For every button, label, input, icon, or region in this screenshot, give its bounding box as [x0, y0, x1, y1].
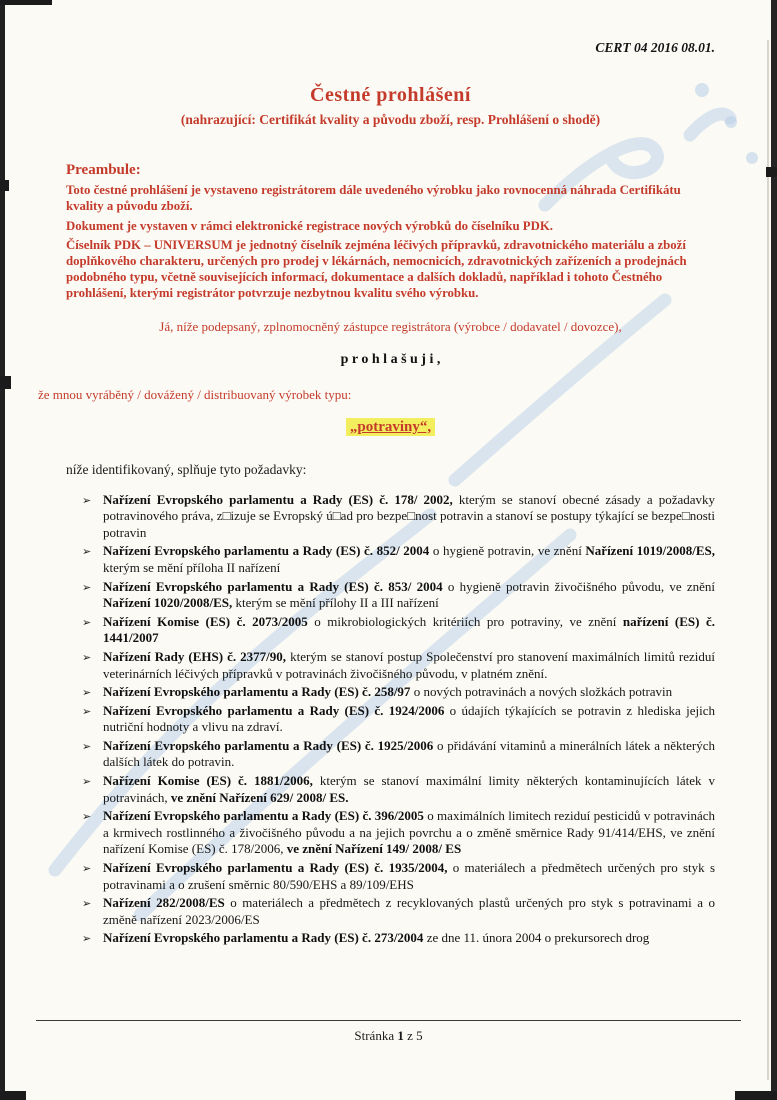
list-bullet-icon: ➢: [82, 897, 92, 911]
document-code: CERT 04 2016 08.01.: [595, 40, 715, 55]
regulation-item: [82, 930, 715, 947]
list-bullet-icon: ➢: [82, 545, 92, 559]
scan-artifact: [0, 1091, 26, 1100]
regulation-item: [82, 738, 715, 771]
list-bullet-icon: ➢: [82, 580, 92, 594]
list-bullet-icon: ➢: [82, 810, 92, 824]
scan-artifact: [0, 0, 52, 5]
footer-suffix: z 5: [403, 1028, 423, 1043]
regulations-list: [82, 492, 715, 947]
regulation-item: [82, 808, 715, 858]
regulation-text: Nařízení Evropského parlamentu a Rady (ES) č. 273/2004 ze dne 11. února 2004 o prekursorech drog: [103, 930, 650, 946]
scan-artifact: [767, 40, 769, 1080]
preambule-paragraph: Dokument je vystaven v rámci elektronické registrace nových výrobků do číselníku PDK.: [66, 218, 553, 233]
list-bullet-icon: ➢: [82, 493, 92, 507]
list-bullet-icon: ➢: [82, 932, 92, 946]
regulation-text: Nařízení Evropského parlamentu a Rady (ES) č. 1924/2006 o údajích týkajících se potravin z hlediska jejich nutriční hodnoty a vlivu na zdraví.: [103, 702, 715, 735]
preambule-heading: Preambule:: [66, 162, 141, 178]
scan-artifact: [0, 180, 9, 191]
product-type-line: že mnou vyráběný / dovážený / distribuovaný výrobek typu:: [38, 386, 352, 402]
regulation-item: [82, 684, 715, 701]
regulation-text: Nařízení Rady (EHS) č. 2377/90, kterým se stanoví postup Společenství pro stanovení maximálních limitů reziduí veterinárních léčivých přípravků v potravinách živočišného původu, v platném znění.: [103, 648, 716, 681]
regulation-item: [82, 492, 715, 542]
regulation-text: Nařízení Evropského parlamentu a Rady (ES) č. 853/ 2004 o hygieně potravin živočišného původu, ve znění Nařízení 1020/2008/ES, kterým se mění přílohy II a III nařízení: [103, 578, 715, 611]
page-footer: [36, 1020, 741, 1044]
page-subtitle: (nahrazující: Certifikát kvality a původu zboží, resp. Prohlášení o shodě): [180, 112, 601, 127]
regulation-item: [82, 614, 715, 647]
regulation-item: [82, 895, 715, 928]
regulation-item: [82, 773, 715, 806]
footer-prefix: Stránka: [354, 1028, 398, 1043]
declaration-verb: p r o h l a š u j i ,: [340, 351, 441, 367]
regulation-text: Nařízení Evropského parlamentu a Rady (ES) č. 396/2005 o maximálních limitech reziduí pesticidů v potravinách a krmivech rostlinného a živočišného původu a na jejich povrchu a o změně směrnice Rady 91/414/EHS, ve znění nařízení Komise (ES) č. 178/2006, ve znění Nařízení 149/ 2008/ ES: [103, 808, 716, 857]
list-bullet-icon: ➢: [82, 686, 92, 700]
list-bullet-icon: ➢: [82, 775, 92, 789]
preambule-paragraph: Číselník PDK – UNIVERSUM je jednotný číselník zejména léčivých přípravků, zdravotnického materiálu a zboží doplňkového charakteru, určených pro prodej v lékárnách, nemocnicích, zdravotnických zařízeních a prodejnách podobného typu, včetně souvisejících informací, dokumentace a dalších dokladů, například i tohoto Čestného prohlášení, kterými registrátor potvrzuje nezbytnou kvalitu svého výrobku.: [66, 238, 687, 300]
list-bullet-icon: ➢: [82, 615, 92, 629]
preambule-paragraph: Toto čestné prohlášení je vystaveno registrátorem dále uvedeného výrobku jako rovnocenná náhrada Certifikátu kvality a původu zboží.: [66, 183, 681, 213]
regulation-item: [82, 579, 715, 612]
scan-artifact: [0, 0, 5, 1100]
scan-artifact: [735, 1091, 777, 1100]
regulation-text: Nařízení Evropského parlamentu a Rady (ES) č. 852/ 2004 o hygieně potravin, ve znění Nařízení 1019/2008/ES, kterým se mění příloha II nařízení: [103, 543, 716, 575]
declaration-intro: Já, níže podepsaný, zplnomocněný zástupce registrátora (výrobce / dodavatel / dovozce),: [159, 318, 622, 334]
regulation-text: Nařízení Evropského parlamentu a Rady (ES) č. 258/97 o nových potravinách a nových složkách potravin: [103, 684, 673, 700]
regulation-item: [82, 649, 715, 682]
list-bullet-icon: ➢: [82, 650, 92, 664]
list-bullet-icon: ➢: [82, 739, 92, 753]
regulation-text: Nařízení Evropského parlamentu a Rady (ES) č. 1935/2004, o materiálech a předmětech určených pro styk s potravinami a o zrušení směrnic 80/590/EHS a 89/109/EHS: [103, 860, 716, 892]
regulation-text: Nařízení Komise (ES) č. 1881/2006, kterým se stanoví maximální limity některých kontaminujících látek v potravinách, ve znění Nařízení 629/ 2008/ ES.: [103, 773, 715, 805]
scan-artifact: [771, 0, 777, 1100]
regulation-text: Nařízení Evropského parlamentu a Rady (ES) č. 1925/2006 o přidávání vitaminů a minerálních látek a některých dalších látek do potravin.: [103, 737, 716, 770]
scan-artifact: [766, 167, 777, 177]
regulation-item: [82, 860, 715, 893]
regulation-text: Nařízení Evropského parlamentu a Rady (ES) č. 178/ 2002, kterým se stanoví obecné zásady a požadavky potravinového práva, z□izuje se Evropský ú□ad pro bezpe□nost potravin a stanoví se postupy týkající se bezpe□nosti potravin: [103, 491, 716, 540]
product-name-highlighted: „potraviny“,: [346, 418, 435, 436]
regulation-item: [82, 703, 715, 736]
list-bullet-icon: ➢: [82, 862, 92, 876]
regulation-text: Nařízení Komise (ES) č. 2073/2005 o mikrobiologických kritériích pro potraviny, ve znění nařízení (ES) č. 1441/2007: [103, 613, 715, 646]
regulation-text: Nařízení 282/2008/ES o materiálech a předmětech z recyklovaných plastů určených pro styk s potravinami a o změně nařízení 2023/2006/ES: [103, 895, 715, 927]
scan-artifact: [0, 376, 11, 389]
list-bullet-icon: ➢: [82, 704, 92, 718]
regulation-item: [82, 543, 715, 576]
requirements-intro: níže identifikovaný, splňuje tyto požadavky:: [66, 461, 307, 477]
product-name-wrap: [66, 418, 715, 436]
footer-page-number: 1: [397, 1028, 404, 1043]
page-title: Čestné prohlášení: [310, 84, 471, 106]
